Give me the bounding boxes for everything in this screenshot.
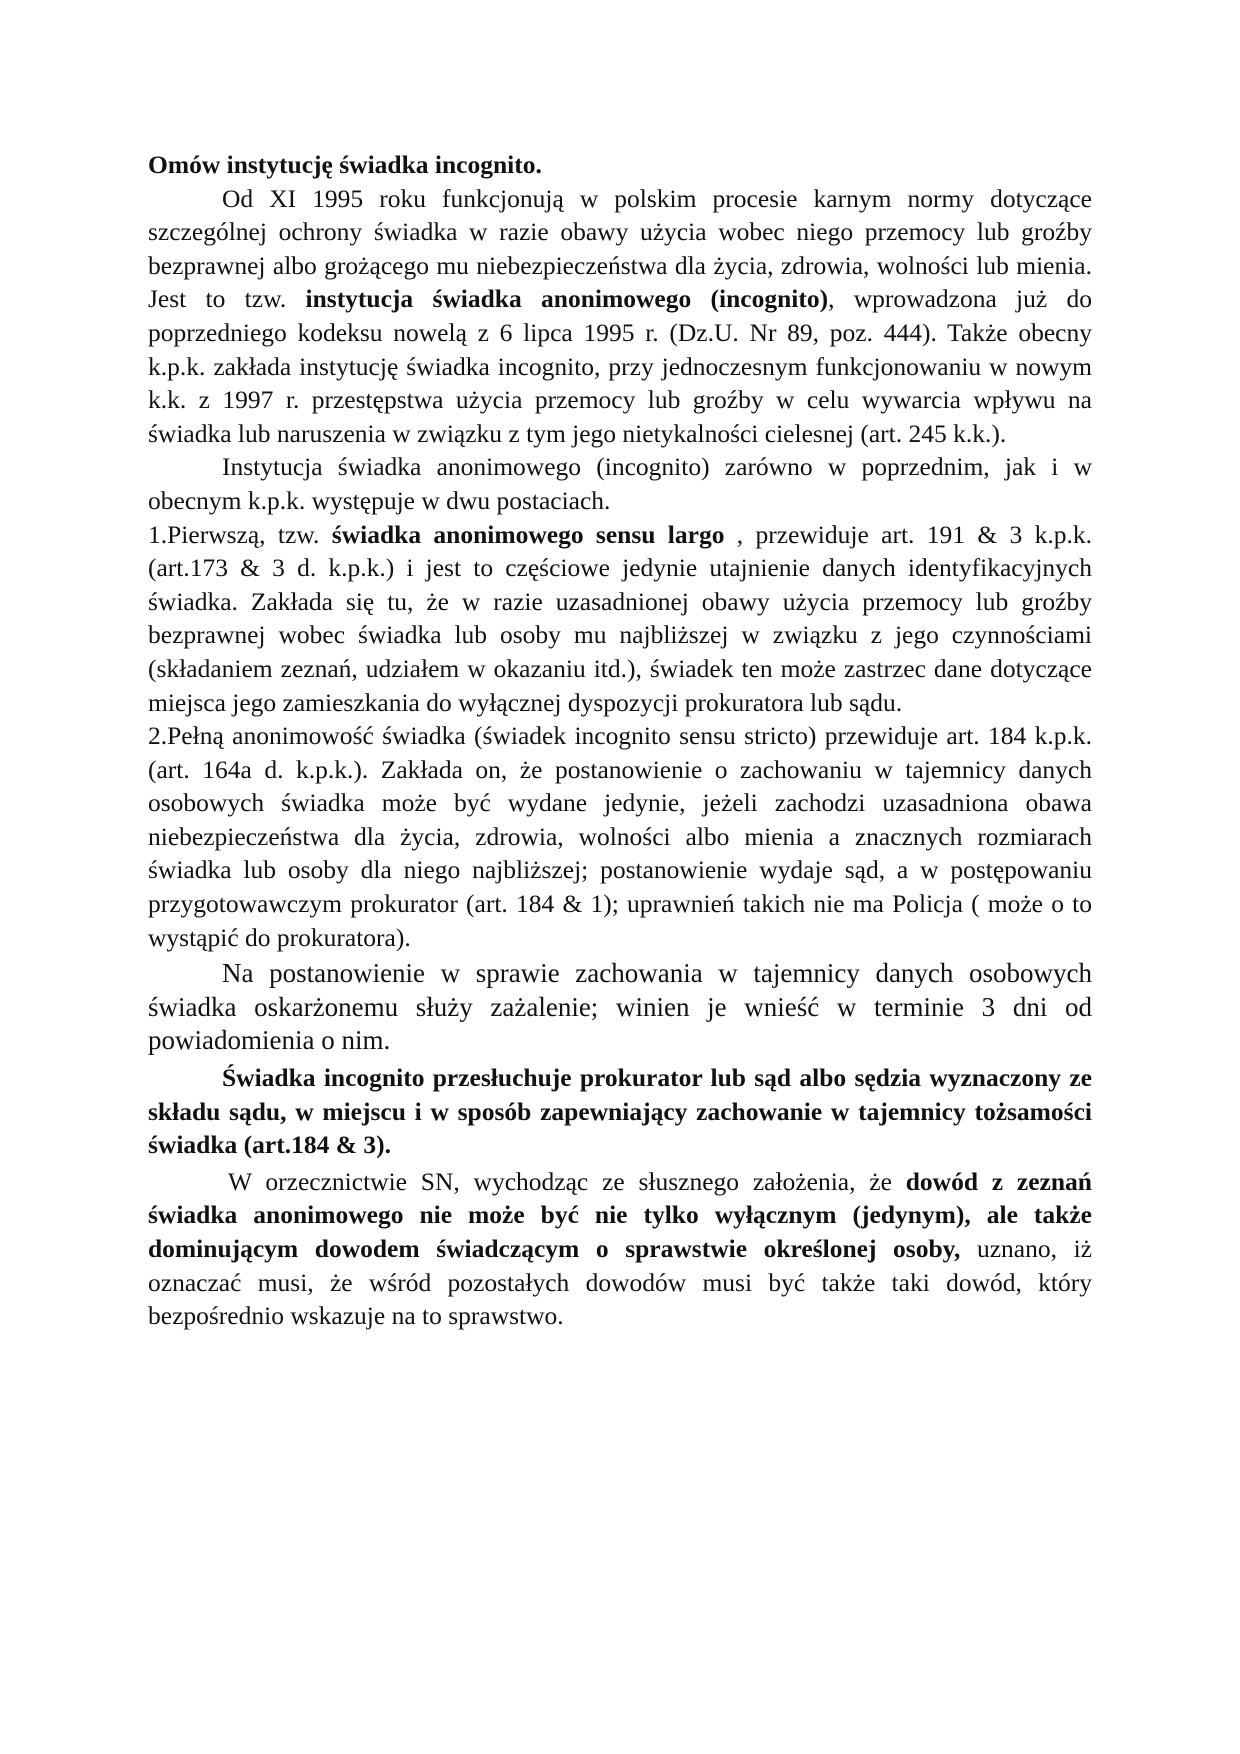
- paragraph-3-point-1: [148, 518, 1092, 720]
- paragraph-1-emphasis: instytucja świadka anonimowego (incognito): [305, 284, 829, 314]
- paragraph-3-text-a: 1.Pierwszą, tzw.: [148, 519, 332, 549]
- paragraph-7: [148, 1165, 1092, 1333]
- paragraph-1-text-a: Od XI 1995 roku funkcjonują w polskim procesie karnym normy dotyczące szczególnej ochrony świadka w razie obawy użycia wobec niego przemocy lub groźby bezprawnej albo grożącego mu niebezpieczeństwa dla życia, zdrowia, wolności lub mienia. Jest to tzw.: [148, 183, 1092, 314]
- document-title: Omów instytucję świadka incognito.: [148, 150, 542, 179]
- paragraph-7-text-c: uznano, iż oznaczać musi, że wśród pozostałych dowodów musi być także taki dowód, który bezpośrednio wskazuje na to sprawstwo.: [148, 1234, 1092, 1331]
- paragraph-7-text-a: W orzecznictwie SN, wychodząc ze słusznego założenia, że: [228, 1166, 906, 1196]
- paragraph-3-emphasis: świadka anonimowego sensu largo: [331, 519, 725, 549]
- paragraph-1: [148, 182, 1092, 451]
- paragraph-6: Świadka incognito przesłuchuje prokurator lub sąd albo sędzia wyznaczony ze składu sądu, w miejscu i w sposób zapewniający zachowanie w tajemnicy tożsamości świadka (art.184 & 3).: [148, 1063, 1092, 1160]
- paragraph-7-emphasis: dowód z zeznań świadka anonimowego nie może być nie tylko wyłącznym (jedynym), ale także dominującym dowodem świadczącym o sprawstwie określonej osoby,: [148, 1166, 1092, 1263]
- paragraph-3-text-c: , przewiduje art. 191 & 3 k.p.k. (art.173 & 3 d. k.p.k.) i jest to częściowe jedynie utajnienie danych identyfikacyjnych świadka. Zakłada się tu, że w razie uzasadnionej obawy użycia przemocy lub groźby bezprawnej wobec świadka lub osoby mu najbliższej w związku z jego czynnościami (składaniem zeznań, udziałem w okazaniu itd.), świadek ten może zastrzec dane dotyczące miejsca jego zamieszkania do wyłącznej dyspozycji prokuratora lub sądu.: [148, 519, 1092, 717]
- paragraph-5: Na postanowienie w sprawie zachowania w tajemnicy danych osobowych świadka oskarżonemu służy zażalenie; winien je wnieść w terminie 3 dni od powiadomienia o nim.: [148, 958, 1092, 1056]
- document-body: [148, 148, 1092, 1333]
- paragraph-2: Instytucja świadka anonimowego (incognito) zarówno w poprzednim, jak i w obecnym k.p.k. występuje w dwu postaciach.: [148, 452, 1092, 515]
- paragraph-4-point-2: 2.Pełną anonimowość świadka (świadek incognito sensu stricto) przewiduje art. 184 k.p.k. (art. 164a d. k.p.k.). Zakłada on, że postanowienie o zachowaniu w tajemnicy danych osobowych świadka może być wydane jedynie, jeżeli zachodzi uzasadniona obawa niebezpieczeństwa dla życia, zdrowia, wolności albo mienia a znacznych rozmiarach świadka lub osoby dla niego najbliższej; postanowienie wydaje sąd, a w postępowaniu przygotowawczym prokurator (art. 184 & 1); uprawnień takich nie ma Policja ( może o to wystąpić do prokuratora).: [148, 721, 1092, 952]
- paragraph-1-text-c: , wprowadzona już do poprzedniego kodeksu nowelą z 6 lipca 1995 r. (Dz.U. Nr 89, poz. 444). Także obecny k.p.k. zakłada instytucję świadka incognito, przy jednoczesnym funkcjonowaniu w nowym k.k. z 1997 r. przestępstwa użycia przemocy lub groźby w celu wywarcia wpływu na świadka lub naruszenia w związku z tym jego nietykalności cielesnej (art. 245 k.k.).: [148, 284, 1093, 448]
